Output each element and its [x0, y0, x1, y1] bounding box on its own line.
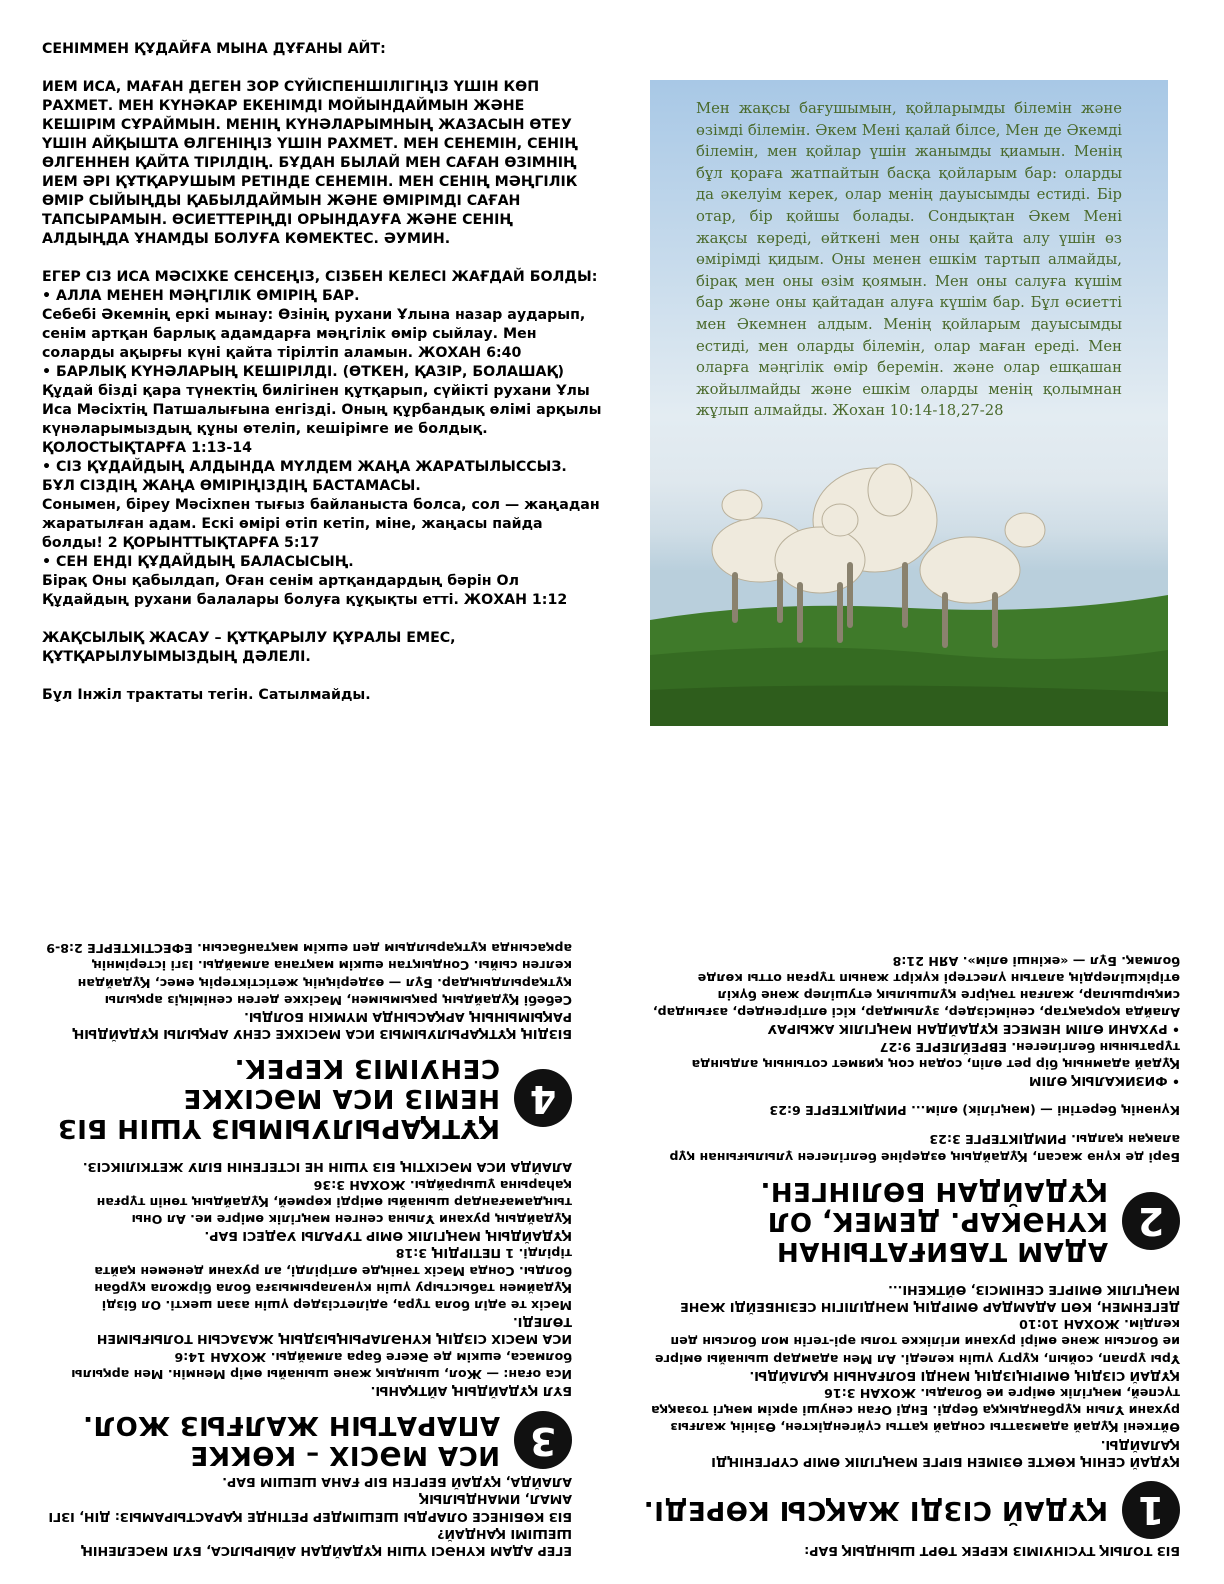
s1-text1: ҚҰДАЙ СЕНІҢ КӨКТЕ ӨЗІМЕН БІРГЕ МӘҢГІЛІК ӨМІР СҮРГЕНІҢДІ ҚАЛАЙДЫ.: [711, 1437, 1180, 1470]
s1-text2: Өйткені Құдай адамзатты сондай қатты сүйгендіктен, Өзінің жалғыз рухани Ұлын құрбандыққа берді. Енді Оған сенуші әркім мәңгі тозаққа түспей, мәңгілік өмірге ие болады. ЖОХАН 3:16: [651, 1385, 1180, 1436]
point-3-head: • СІЗ ҚҰДАЙДЫҢ АЛДЫНДА МҮЛДЕМ ЖАҢА ЖАРАТЫЛЫССЫЗ. БҰЛ СІЗДІҢ ЖАҢА ӨМІРІҢІЗДІҢ БАСТАМАСЫ.: [42, 459, 567, 494]
s3-text7: АЛАЙДА ИСА МӘСІХТІҢ БІЗ ҮШІН НЕ ІСТЕГЕНІН БІЛУ ЖЕТКІЛІКСІЗ.: [82, 1160, 572, 1176]
s3-intro2: БІЗ КӨБІНЕСЕ ОЛАРДЫ ШЕШІМДЕР РЕТІНДЕ ҚАРАСТЫРАМЫЗ: ДІН, ІЗГІ АМАЛ, ИМАНДЫЛЫҚ: [48, 1492, 572, 1525]
number-badge-3: 3: [514, 1411, 572, 1469]
sheep-image-panel: [650, 80, 1168, 726]
s1-text3: ҚҰДАЙ СІЗДІҢ ӨМІРІҢІЗДІҢ МӘНДІ БОЛҒАНЫН ҚАЛАЙДЫ.: [749, 1368, 1180, 1384]
s3-text2: Иса оған: — Жол, шындық және шынайы өмір Менмін. Мен арқылы болмаса, ешкім де Әкеге бара алмайды. ЖОХАН 14:6: [71, 1349, 572, 1382]
section-3-heading: ИСА МӘСІХ – КӨККЕ АПАРАТЫН ЖАЛҒЫЗ ЖОЛ.: [82, 1409, 500, 1470]
section-2-heading: АДАМ ТАБИҒАТЫНАН КҮНӘКАР. ДЕМЕК, ОЛ ҚҰДАЙДАН БӨЛІНГЕН.: [759, 1175, 1108, 1266]
point-4-text: Бірақ Оны қабылдап, Оған сенім артқандардың бәрін Ол Құдайдың рухани балалары болуға құқықты етті. ЖОХАН 1:12: [42, 573, 568, 608]
free-tract: Бұл Інжіл трактаты тегін. Сатылмайды.: [42, 687, 371, 703]
prayer-body: ИЕМ ИСА, МАҒАН ДЕГЕН ЗОР СҮЙІСПЕНШІЛІГІҢІЗ ҮШІН КӨП РАХМЕТ. МЕН КҮНӘКАР ЕКЕНІМДІ МОЙЫНДАЙМЫН ЖӘНЕ КЕШІРІМ СҰРАЙМЫН. МЕНІҢ КҮНӘЛАРЫМНЫҢ ЖАЗАСЫН ӨТЕУ ҮШІН АЙҚЫШТА ӨЛГЕНІҢІЗ ҮШІН РАХМЕТ. МЕН СЕНЕМІН, СЕНІҢ ӨЛГЕННЕН ҚАЙТА ТІРІЛДІҢ. БҰДАН БЫЛАЙ МЕН САҒАН ӨЗІМНІҢ ИЕМ ӘРІ ҚҰТҚАРУШЫМ РЕТІНДЕ СЕНЕМІН. МЕН СЕНІҢ МӘҢГІЛІК ӨМІР СЫЙЫҢДЫ ҚАБЫЛДАЙМЫН ЖӘНЕ ӨМІРІМДІ САҒАН ТАПСЫРАМЫН. ӨСИЕТТЕРІҢДІ ОРЫНДАУҒА ЖӘНЕ СЕНІҢ АЛДЫҢДА ҰНАМДЫ БОЛУҒА КӨМЕКТЕС. ӘУМИН.: [42, 79, 578, 247]
if-believe: ЕГЕР СІЗ ИСА МӘСІХКЕ СЕНСЕҢІЗ, СІЗБЕН КЕЛЕСІ ЖАҒДАЙ БОЛДЫ:: [42, 269, 598, 285]
s4-text1: БІЗДІҢ ҚҰТҚАРЫЛУЫМЫЗ ИСА МӘСІХКЕ СЕНУ АРҚЫЛЫ ҚҰДАЙДЫҢ РАҚЫМЫНЫҢ АРҚАСЫНДА МҮМКІН БОЛДЫ.: [72, 1009, 572, 1043]
s1-text5: ДЕГЕНМЕН, КӨП АДАМДАР ӨМІРДІҢ МӘНДІЛІГІН СЕЗІНБЕЙДІ ЖӘНЕ МӘҢГІЛІК ӨМІРГЕ СЕНІМСІЗ, ӨЙТКЕНІ...: [680, 1282, 1180, 1315]
section-4-header: [40, 1053, 572, 1143]
s3-text1: БҰЛ ҚҰДАЙДЫҢ АЙТҚАНЫ.: [370, 1383, 572, 1399]
point-1-text: Себебі Әкемнің еркі мынау: Өзінің рухани Ұлына назар аударып, сенім артқан барлық адамдарға мәңгілік өмір сыйлау. Мен соларды ақырғы күні қайта тірілтіп аламын. ЖОХАН 6:40: [42, 307, 586, 361]
section-3-header: [40, 1410, 572, 1470]
section-2-header: [640, 1176, 1180, 1266]
section-4-heading: ҚҰТҚАРЫЛУЫМЫЗ ҮШІН БІЗ НЕМІЗ ИСА МӘСІХКЕ СЕНУІМІЗ КЕРЕК.: [57, 1053, 500, 1144]
s2-text2: Күнәнің беретіні — (мәңгілік) өлім... РИМДІКТЕРГЕ 6:23: [769, 1103, 1180, 1119]
s3-text4: Мәсіх те әділ бола тұра, әділетсіздер үшін азап шекті. Ол бізді Құдаймен табыстыру үшін күнәларымызға бола біржола құрбан болды. Сонда Мәсіх тәніңде өлтірілді, ал рухани денемен қайта тірілді. 1 ПЕТІРДІҢ 3:18: [94, 1246, 572, 1313]
intro-text: БІЗ ТОЛЫҚ ТҮСІНУІМІЗ КЕРЕК ТӨРТ ШЫНДЫҚ БАР:: [804, 1544, 1180, 1559]
s3-text3: ИСА МӘСІХ СІЗДІҢ КҮНӘЛАРЫҢЫЗДЫҢ ЖАЗАСЫН ТОЛЫҒЫМЕН ТӨЛЕДІ.: [96, 1315, 572, 1348]
s3-text5: ҚҰДАЙДЫҢ МӘҢГІЛІК ӨМІР ТУРАЛЫ УӘДЕСІ БАР.: [204, 1229, 572, 1245]
prayer-panel: [42, 40, 602, 724]
number-badge-1: 1: [1122, 1481, 1180, 1539]
s2-text6: Алайда қорқақтар, сенімсіздер, зұлымдар, кісі өлтіргендер, азғындар, сиқыршылар, жалған тәңірге құлшылық етушілер және бүкіл өтірікшілердің алатын үлестері күкірт жанып тұрған отты көлде болмақ. Бұл — «екінші өлім». АЯН 21:8: [652, 953, 1180, 1021]
prayer-title: СЕНІММЕН ҚҰДАЙҒА МЫНА ДҰҒАНЫ АЙТ:: [42, 41, 386, 57]
s2-text3: • ФИЗИКАЛЫҚ ӨЛІМ: [1028, 1073, 1180, 1089]
truths-panel-1-2: [640, 800, 1180, 1560]
number-badge-4: 4: [514, 1069, 572, 1127]
number-badge-2: 2: [1122, 1192, 1180, 1250]
s2-text4: Құдай адамның бір рет өліп, содан соң қиямет сотының алдында тұратынын белгілеген. ЕВРЕЙЛЕРГЕ 9:27: [691, 1039, 1180, 1072]
point-2-text: Құдай бізді қара түнектің билігінен құтқарып, сүйікті рухани Ұлы Иса Мәсіхтің Патшалығына енгізді. Оның құрбандық өлімі арқылы күнәларымыздың құны өтеліп, кешірімге ие болдық. ҚОЛОСТЫҚТАРҒА 1:13-14: [42, 383, 602, 456]
section-1-header: [640, 1481, 1180, 1539]
s1-text4: Ұры ұрлап, сойып, құрту үшін келеді. Ал Мен адамдар шынайы өмірге ие болсын және өмірі рухани игілікке толы әрі-тегін мол болсын деп келдім. ЖОХАН 10:10: [654, 1317, 1180, 1367]
s2-text5: • РУХАНИ ӨЛІМ НЕМЕСЕ ҚҰДАЙДАН МӘҢГІЛІК АЖЫРАУ: [767, 1022, 1180, 1038]
s3-intro: ЕГЕР АДАМ КҮНӘСІ ҮШІН ҚҰДАЙДАН АЙЫРЫЛСА, БҰЛ МӘСЕЛЕНІҢ ШЕШІМІ ҚАНДАЙ?: [80, 1526, 572, 1559]
s3-text6: Құдайдың рухани Ұлына сенген мәңгілік өмірге ие. Ал Оны тыңдамағандар шынайы өмірді көрмей, Құдайдың төніп тұрған қаһарына ұшырайды. ЖОХАН 3:36: [96, 1177, 572, 1227]
truths-panel-3-4: [40, 800, 572, 1560]
point-4-head: • СЕН ЕНДІ ҚҰДАЙДЫҢ БАЛАСЫСЫҢ.: [42, 554, 354, 570]
section-1-heading: ҚҰДАЙ СІЗДІ ЖАҚСЫ КӨРЕДІ.: [643, 1494, 1108, 1525]
s2-text1: Бәрі де күнә жасап, Құдайдың өздеріне белгілеген ұлылығынан құр алақан қалды. РИМДІКТЕРГЕ 3:23: [669, 1132, 1180, 1165]
point-2-head: • БАРЛЫҚ КҮНӘЛАРЫҢ КЕШІРІЛДІ. (ӨТКЕН, ҚАЗІР, БОЛАШАҚ): [42, 364, 564, 380]
point-1-head: • АЛЛА МЕНЕН МӘҢГІЛІК ӨМІРІҢ БАР.: [42, 288, 360, 304]
s4-text2: Себебі Құдайдың рақымымен, Мәсіхке деген сеніміңіз арқылы құтқарылдыңдар. Бұл — өздеріңнің жетістіктерің емес, Құдайдан келген сыйы. Сондықтан ешкім мақтана алмайды. Ізгі істерімнің арқасында құтқарылдым деп ешкім мақтанбасын. ЕФЕСТІКТЕРГЕ 2:8-9: [46, 941, 572, 1008]
s3-intro3: АЛАЙДА, ҚҰДАЙ БЕРГЕН БІР ҒАНА ШЕШІМ БАР.: [222, 1475, 572, 1491]
point-3-text: Сонымен, біреу Мәсіхпен тығыз байланыста болса, сол — жаңадан жаратылған адам. Ескі өмірі өтіп кетіп, міне, жаңасы пайда болды! 2 ҚОРЫНТТЫҚТАРҒА 5:17: [42, 497, 600, 551]
good-deeds: ЖАҚСЫЛЫҚ ЖАСАУ – ҚҰТҚАРЫЛУ ҚҰРАЛЫ ЕМЕС, ҚҰТҚАРЫЛУЫМЫЗДЫҢ ДӘЛЕЛІ.: [42, 630, 456, 665]
bible-verse: Мен жақсы бағушымын, қойларымды білемін және өзімді білемін. Әкем Мені қалай білсе, Мен де Әкемді білемін, мен қойлар үшін жанымды қиамын. Менің бұл қораға жатпайтын басқа қойларым бар: оларды да әкелуім керек, олар менің дауысымды естиді. Бір отар, бір қойшы болады. Сондықтан Әкем Мені жақсы көреді, өйткені мен оны қайта алу үшін өз өмірімді қидым. Оны менен ешкім тартып алмайды, бірақ мен оны өзім қоямын. Мен оны салуға күшім бар және оны қайтадан алуға күшім бар. Бұл өсиетті мен Әкемнен алдым. Менің қойларым дауысымды естиді, мен оларды білемін, олар маған ереді. Мен оларға мәңгілік өмір беремін. және олар ешқашан жойылмайды және ешкім оларды менің қолымнан жұлып алмайды. Жохан 10:14-18,27-28: [696, 100, 1122, 420]
